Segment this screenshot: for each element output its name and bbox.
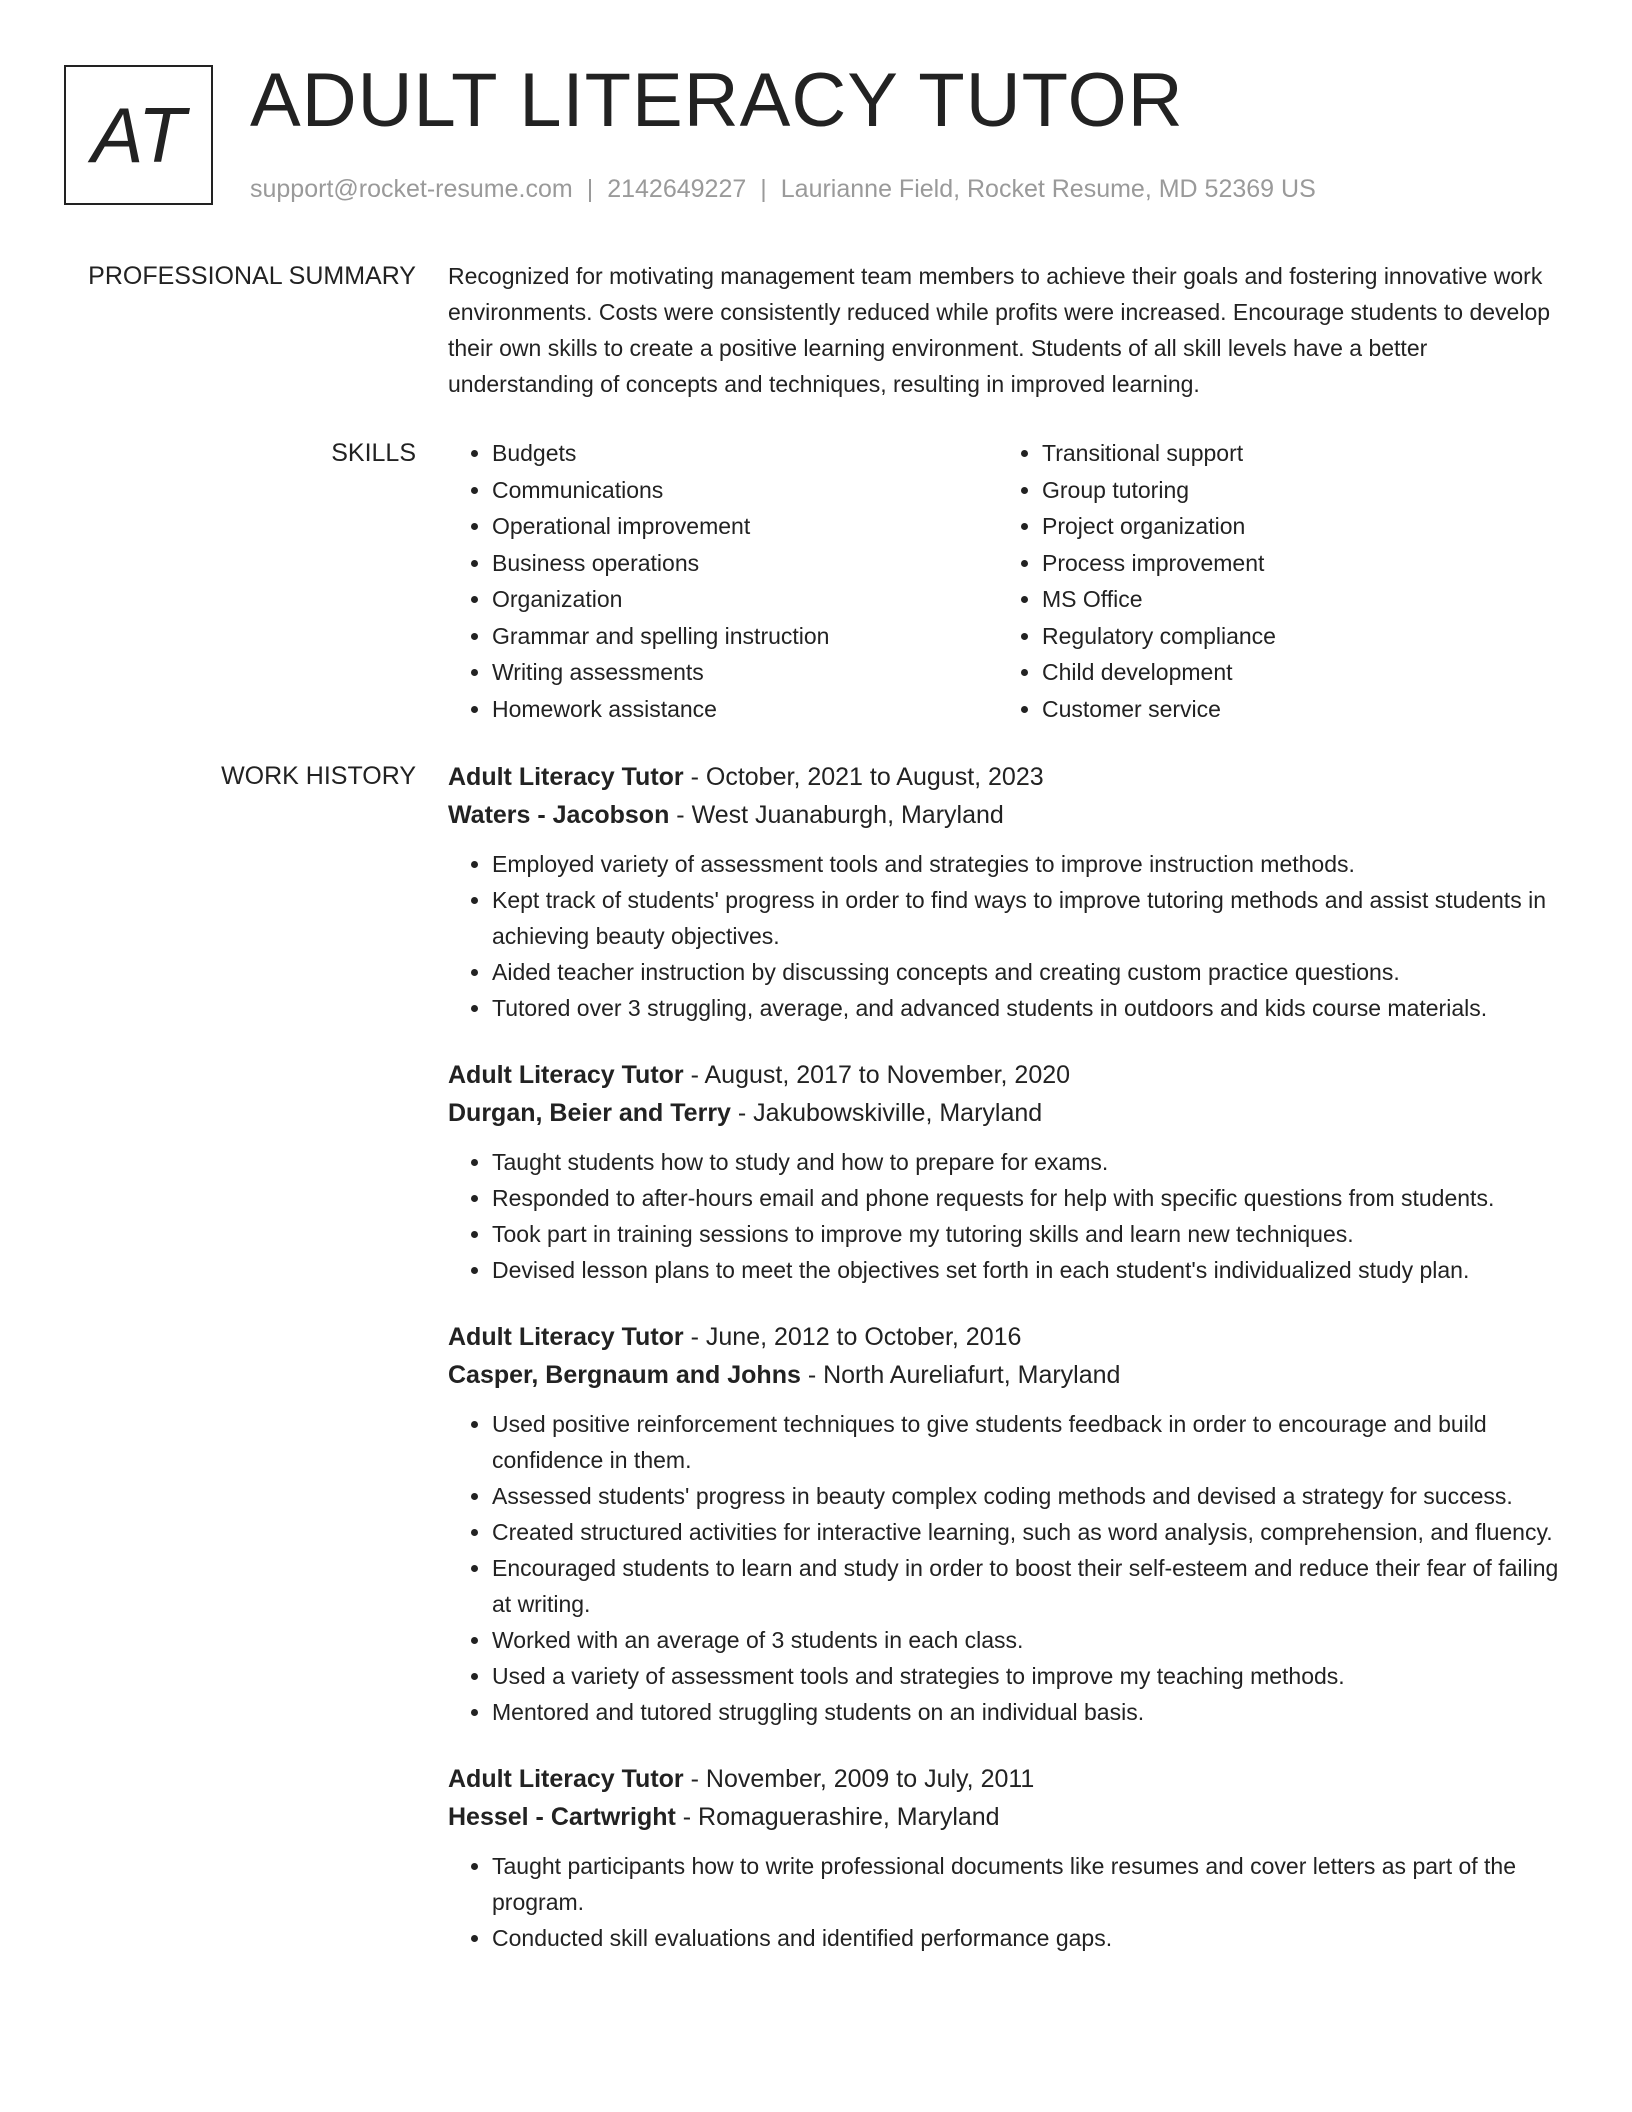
job-company-line bbox=[448, 1356, 1570, 1394]
job-bullet: • Tutored over 3 struggling, average, and advanced students in outdoors and kids course materials. bbox=[492, 990, 1570, 1026]
skill-item: • Group tutoring bbox=[1042, 472, 1548, 509]
skill-item: • Communications bbox=[492, 472, 998, 509]
job-entry bbox=[448, 758, 1570, 1026]
job-bullet: • Taught participants how to write professional documents like resumes and cover letters as part of the program. bbox=[492, 1848, 1570, 1920]
job-title-line bbox=[448, 1056, 1570, 1094]
job-company-line bbox=[448, 1094, 1570, 1132]
section-label-skills: SKILLS bbox=[331, 439, 416, 467]
job-entry bbox=[448, 1318, 1570, 1730]
job-company: Casper, Bergnaum and Johns bbox=[448, 1361, 801, 1389]
skill-item: • Operational improvement bbox=[492, 508, 998, 545]
job-title: Adult Literacy Tutor bbox=[448, 763, 684, 791]
job-bullet: • Used positive reinforcement techniques to give students feedback in order to encourage and build confidence in them. bbox=[492, 1406, 1570, 1478]
job-bullet: • Aided teacher instruction by discussing concepts and creating custom practice questions. bbox=[492, 954, 1570, 990]
skill-item: • Writing assessments bbox=[492, 654, 998, 691]
job-bullet: • Conducted skill evaluations and identified performance gaps. bbox=[492, 1920, 1570, 1956]
job-bullet: • Mentored and tutored struggling students on an individual basis. bbox=[492, 1694, 1570, 1730]
skill-item: • Process improvement bbox=[1042, 545, 1548, 582]
skill-item: • Customer service bbox=[1042, 691, 1548, 728]
job-title-line bbox=[448, 1318, 1570, 1356]
job-bullet: • Used a variety of assessment tools and strategies to improve my teaching methods. bbox=[492, 1658, 1570, 1694]
skill-item: • MS Office bbox=[1042, 581, 1548, 618]
job-dates: - August, 2017 to November, 2020 bbox=[683, 1061, 1071, 1089]
job-company: Durgan, Beier and Terry bbox=[448, 1099, 731, 1127]
job-title-line bbox=[448, 758, 1570, 796]
job-bullet: • Encouraged students to learn and study in order to boost their self-esteem and reduce their fear of failing at writing. bbox=[492, 1550, 1570, 1622]
skills-list-right bbox=[998, 435, 1548, 727]
skill-item: • Business operations bbox=[492, 545, 998, 582]
job-bullets bbox=[448, 846, 1570, 1026]
skills-list-left bbox=[448, 435, 998, 727]
contact-address: Laurianne Field, Rocket Resume, MD 52369 US bbox=[780, 175, 1316, 203]
resume-name: ADULT LITERACY TUTOR bbox=[250, 58, 1184, 143]
skill-item: • Child development bbox=[1042, 654, 1548, 691]
contact-separator: | bbox=[760, 175, 767, 203]
job-company: Waters - Jacobson bbox=[448, 801, 670, 829]
job-bullet: • Employed variety of assessment tools and strategies to improve instruction methods. bbox=[492, 846, 1570, 882]
job-dates: - June, 2012 to October, 2016 bbox=[683, 1323, 1022, 1351]
job-bullet: • Worked with an average of 3 students in each class. bbox=[492, 1622, 1570, 1658]
skill-item: • Transitional support bbox=[1042, 435, 1548, 472]
section-label-summary: PROFESSIONAL SUMMARY bbox=[88, 262, 416, 290]
job-title-line bbox=[448, 1760, 1570, 1798]
contact-separator: | bbox=[586, 175, 594, 203]
skill-item: • Grammar and spelling instruction bbox=[492, 618, 998, 655]
job-company: Hessel - Cartwright bbox=[448, 1803, 676, 1831]
contact-email: support@rocket-resume.com bbox=[250, 175, 573, 203]
job-location: - West Juanaburgh, Maryland bbox=[669, 801, 1004, 829]
job-company-line bbox=[448, 1798, 1570, 1836]
job-bullets bbox=[448, 1406, 1570, 1730]
summary-text: Recognized for motivating management team members to achieve their goals and fostering innovative work environments. Costs were consistently reduced while profits were increased. Encourage students to develop their own skills to create a positive learning environment. Students of all skill levels have a better understanding of concepts and techniques, resulting in improved learning. bbox=[448, 263, 1551, 397]
job-entry bbox=[448, 1056, 1570, 1288]
job-location: - North Aureliafurt, Maryland bbox=[800, 1361, 1121, 1389]
job-bullet: • Created structured activities for interactive learning, such as word analysis, comprehension, and fluency. bbox=[492, 1514, 1570, 1550]
job-dates: - November, 2009 to July, 2011 bbox=[683, 1765, 1035, 1793]
job-title: Adult Literacy Tutor bbox=[448, 1765, 684, 1793]
job-dates: - October, 2021 to August, 2023 bbox=[683, 763, 1044, 791]
skill-item: • Regulatory compliance bbox=[1042, 618, 1548, 655]
skill-item: • Budgets bbox=[492, 435, 998, 472]
skill-item: • Project organization bbox=[1042, 508, 1548, 545]
job-bullet: • Responded to after-hours email and phone requests for help with specific questions from students. bbox=[492, 1180, 1570, 1216]
skill-item: • Organization bbox=[492, 581, 998, 618]
job-bullets bbox=[448, 1848, 1570, 1956]
job-bullet: • Devised lesson plans to meet the objectives set forth in each student's individualized study plan. bbox=[492, 1252, 1570, 1288]
monogram-logo: AT bbox=[64, 65, 213, 205]
job-bullet: • Took part in training sessions to improve my tutoring skills and learn new techniques. bbox=[492, 1216, 1570, 1252]
job-bullets bbox=[448, 1144, 1570, 1288]
job-bullet: • Taught students how to study and how to prepare for exams. bbox=[492, 1144, 1570, 1180]
contact-phone: 2142649227 bbox=[607, 175, 747, 203]
resume-header bbox=[64, 58, 1592, 210]
job-title: Adult Literacy Tutor bbox=[448, 1061, 684, 1089]
job-location: - Romaguerashire, Maryland bbox=[675, 1803, 1000, 1831]
contact-line bbox=[250, 175, 1316, 204]
job-entry bbox=[448, 1760, 1570, 1956]
job-location: - Jakubowskiville, Maryland bbox=[730, 1099, 1043, 1127]
section-label-work-history: WORK HISTORY bbox=[221, 762, 416, 790]
job-title: Adult Literacy Tutor bbox=[448, 1323, 684, 1351]
skill-item: • Homework assistance bbox=[492, 691, 998, 728]
job-bullet: • Assessed students' progress in beauty complex coding methods and devised a strategy for success. bbox=[492, 1478, 1570, 1514]
job-company-line bbox=[448, 796, 1570, 834]
job-bullet: • Kept track of students' progress in order to find ways to improve tutoring methods and assist students in achieving beauty objectives. bbox=[492, 882, 1570, 954]
